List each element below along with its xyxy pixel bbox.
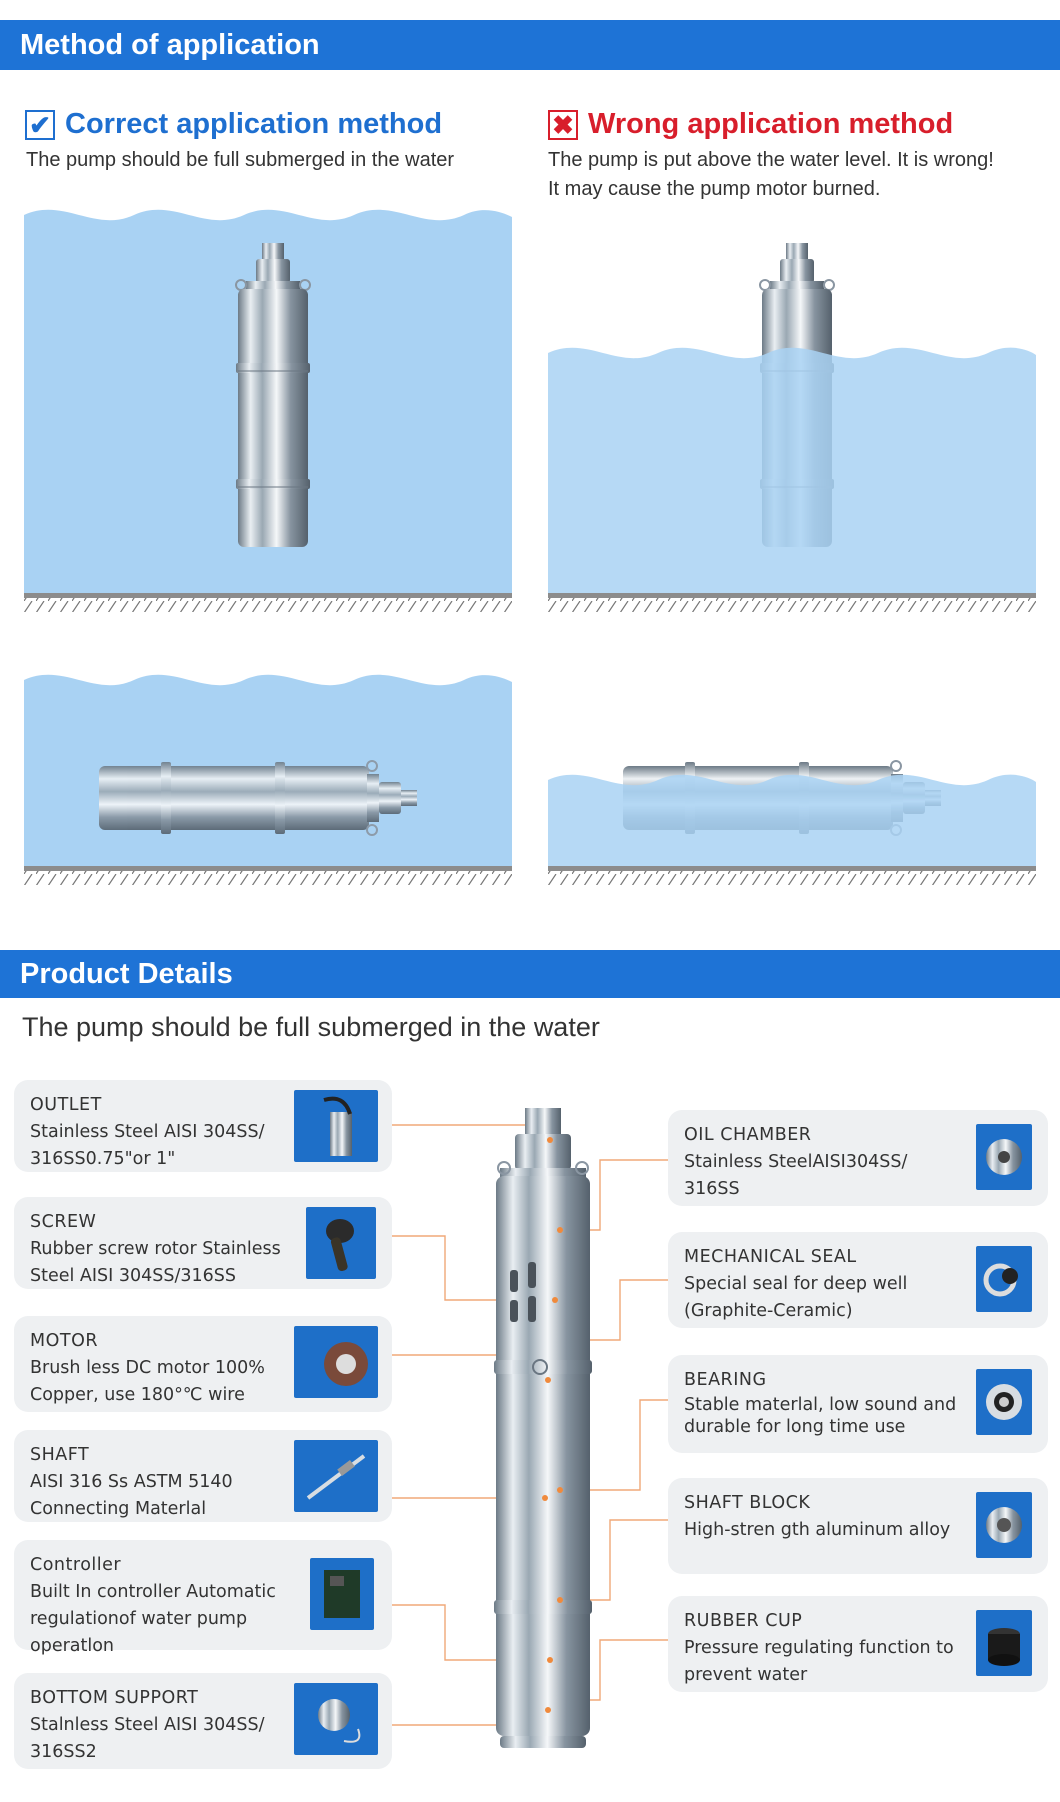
x-icon: ✖ (548, 110, 578, 140)
correct-method-label: Correct application method (65, 108, 443, 140)
part-card-bearing (668, 1355, 1048, 1453)
part-card-mechanical-seal (668, 1232, 1048, 1328)
bearing-icon (976, 1369, 1032, 1435)
part-description: Pressure regulating function to prevent water (684, 1638, 954, 1685)
bottom-support-icon (294, 1683, 378, 1755)
wrong-method-label: Wrong application method (588, 108, 954, 140)
outlet-icon (294, 1090, 378, 1162)
part-card-oil-chamber (668, 1110, 1048, 1206)
part-card-motor (14, 1316, 392, 1412)
part-card-bottom-support (14, 1673, 392, 1769)
wrong-note-line1: The pump is put above the water level. It is wrong! (548, 149, 994, 171)
product-details-header: Product Details (0, 950, 1060, 998)
mechanical-seal-icon (976, 1246, 1032, 1312)
part-title: MECHANICAL SEAL (684, 1247, 857, 1267)
part-title: SHAFT (30, 1445, 90, 1465)
part-title: MOTOR (30, 1331, 98, 1351)
part-description: Brush less DC motor 100% Copper, use 180°℃ wire (30, 1358, 265, 1405)
motor-icon (294, 1326, 378, 1398)
correct-vertical-illustration (24, 205, 512, 615)
correct-method-heading (25, 108, 442, 141)
part-title: OIL CHAMBER (684, 1125, 812, 1145)
shaft-block-icon (976, 1492, 1032, 1558)
part-description: Stalnless Steel AISI 304SS/ 316SS2 (30, 1715, 265, 1762)
part-description: AISI 316 Ss ASTM 5140 Connecting Materlal (30, 1472, 233, 1519)
part-title: RUBBER CUP (684, 1611, 803, 1631)
part-title: Controller (30, 1555, 122, 1575)
part-description: Built In controller Automatic regulationof water pump operatlon (30, 1582, 276, 1656)
part-description: Stainless Steel AISI 304SS/ 316SS0.75"or 1" (30, 1122, 265, 1169)
part-description: Special seal for deep well (Graphite-Ceramic) (684, 1274, 908, 1321)
part-title: OUTLET (30, 1095, 102, 1115)
correct-method-note: The pump should be full submerged in the water (26, 149, 455, 171)
part-card-rubber-cup (668, 1596, 1048, 1692)
part-card-controller (14, 1540, 392, 1656)
wrong-method-note (548, 146, 994, 204)
oil-chamber-icon (976, 1124, 1032, 1190)
part-description: Rubber screw rotor Stainless Steel AISI 304SS/316SS (30, 1239, 281, 1286)
part-card-outlet (14, 1080, 392, 1172)
screw-icon (306, 1207, 376, 1279)
part-description: Stainless SteelAISI304SS/ 316SS (684, 1152, 908, 1199)
product-details-subtitle: The pump should be full submerged in the water (22, 1012, 600, 1042)
part-description: High-stren gth aluminum alloy (684, 1520, 951, 1540)
part-title: BOTTOM SUPPORT (30, 1688, 199, 1708)
controller-icon (310, 1558, 374, 1630)
correct-horizontal-illustration (24, 670, 512, 895)
rubber-cup-icon (976, 1610, 1032, 1676)
method-section-header: Method of application (0, 20, 1060, 70)
part-card-screw (14, 1197, 392, 1289)
part-card-shaft-block (668, 1478, 1048, 1574)
wrong-vertical-illustration (548, 205, 1036, 615)
wrong-method-heading (548, 108, 953, 141)
check-icon: ✔ (25, 110, 55, 140)
part-title: BEARING (684, 1370, 767, 1390)
wrong-horizontal-illustration (548, 670, 1036, 895)
part-description: Stable materlal, low sound and durable for long time use (684, 1395, 957, 1437)
part-title: SCREW (30, 1212, 97, 1232)
part-title: SHAFT BLOCK (684, 1493, 811, 1513)
shaft-icon (294, 1440, 378, 1512)
wrong-note-line2: It may cause the pump motor burned. (548, 178, 881, 200)
part-card-shaft (14, 1430, 392, 1522)
